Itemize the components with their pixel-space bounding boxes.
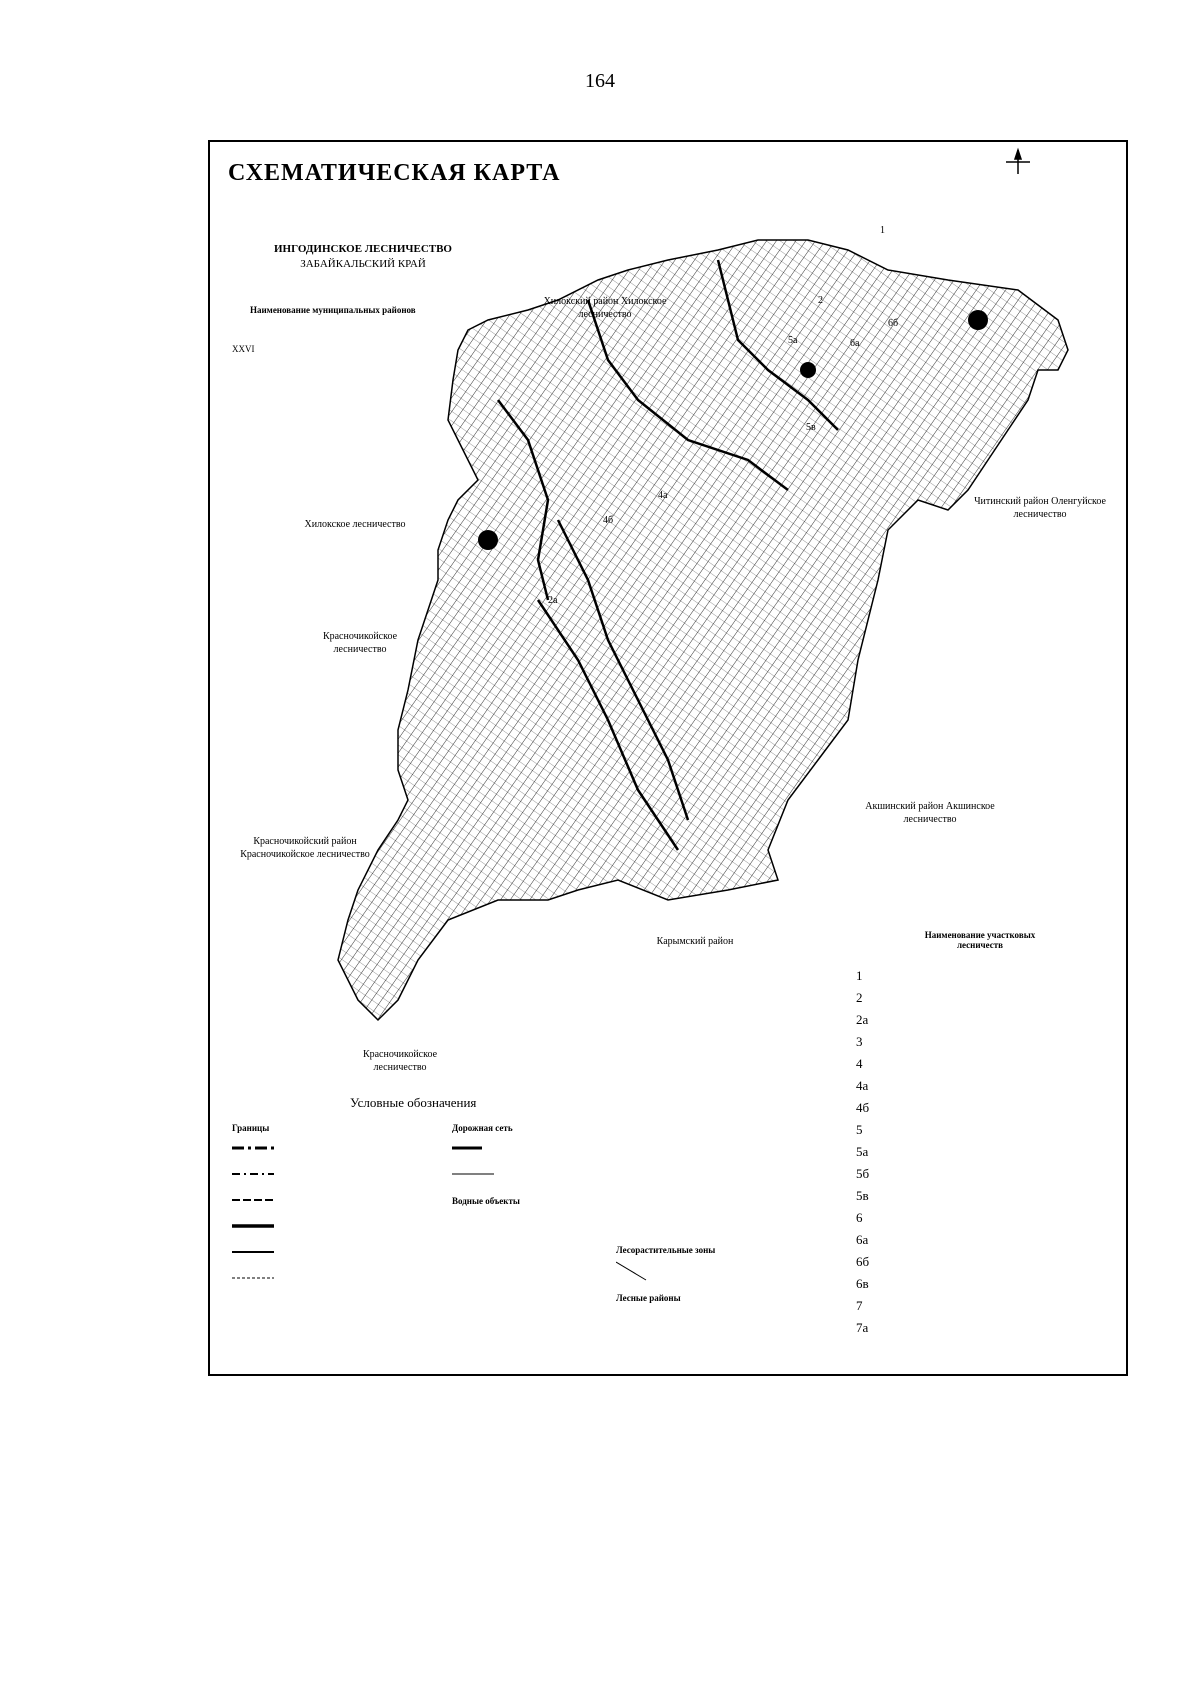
legend-boundary-lines xyxy=(232,1138,432,1298)
legend-sublocal-item xyxy=(856,1229,876,1251)
legend-zones-header: Лесорастительные зоны xyxy=(616,1245,716,1255)
zone-code: 6в xyxy=(856,1276,869,1291)
legend-sublocal-item xyxy=(856,1163,876,1185)
zone-label: 2 xyxy=(818,295,823,306)
legend-sublocal-item xyxy=(856,1119,876,1141)
zone-code: 5а xyxy=(856,1144,869,1159)
zone-code: 7 xyxy=(856,1298,863,1313)
zone-code: 4б xyxy=(856,1100,870,1115)
legend-sublocal-item xyxy=(856,1075,876,1097)
legend-road-lines xyxy=(452,1138,502,1178)
legend-sublocal-header: Наименование участковых лесничеств xyxy=(924,930,1036,950)
neighbor-southwest: Красночикойский район Красночикойское лесничество xyxy=(240,836,370,860)
neighbor-west-mid: Красночикойское лесничество xyxy=(322,631,398,655)
legend-sublocal-item xyxy=(856,1053,876,1075)
zone-labels-layer xyxy=(248,215,938,1035)
map-title: СХЕМАТИЧЕСКАЯ КАРТА xyxy=(228,160,561,186)
legend-sublocal-item xyxy=(856,1317,876,1339)
legend-sublocal-item xyxy=(856,1141,876,1163)
legend-municipal-example: XXVI xyxy=(232,344,255,354)
neighbor-west-upper: Хилокское лесничество xyxy=(304,519,406,530)
legend-sublocal-item xyxy=(856,1295,876,1317)
zone-label: 5в xyxy=(806,422,816,433)
neighbor-northwest: Хилокский район Хилокское лесничество xyxy=(543,296,667,320)
zone-code: 7а xyxy=(856,1320,869,1335)
zone-code: 6 xyxy=(856,1210,863,1225)
zone-code: 6а xyxy=(856,1232,869,1247)
zone-code: 4а xyxy=(856,1078,869,1093)
zone-label: 4б xyxy=(603,515,614,526)
legend-water-header: Водные объекты xyxy=(452,1196,520,1206)
zone-code: 1 xyxy=(856,968,863,983)
legend-forest-regions-header: Лесные районы xyxy=(616,1293,681,1303)
legend-sublocal-item xyxy=(856,1273,876,1295)
zone-label: 6б xyxy=(888,318,899,329)
zone-code: 3 xyxy=(856,1034,863,1049)
zone-code: 6б xyxy=(856,1254,870,1269)
zone-label: 1 xyxy=(880,225,885,236)
legend-sublocal-item xyxy=(856,1251,876,1273)
page-number: 164 xyxy=(585,70,615,92)
zone-code: 2а xyxy=(856,1012,869,1027)
zone-label: 6а xyxy=(850,338,860,349)
forestry-name: ИНГОДИНСКОЕ ЛЕСНИЧЕСТВО xyxy=(274,243,452,255)
zone-label: 5а xyxy=(788,335,798,346)
legend-title: Условные обозначения xyxy=(350,1095,477,1110)
zone-label: 2а xyxy=(548,595,558,606)
neighbor-east-lower: Акшинский район Акшинское лесничество xyxy=(865,801,995,825)
legend-sublocal-item xyxy=(856,1185,876,1207)
legend-boundaries-header: Границы xyxy=(232,1123,270,1133)
neighbor-south: Карымский район xyxy=(656,936,734,947)
zone-label: 4а xyxy=(658,490,668,501)
legend-roads-header: Дорожная сеть xyxy=(452,1123,513,1133)
region-name: ЗАБАЙКАЛЬСКИЙ КРАЙ xyxy=(300,258,426,270)
zone-code: 5в xyxy=(856,1188,869,1203)
legend-municipal-header: Наименование муниципальных районов xyxy=(250,305,416,315)
zone-code: 2 xyxy=(856,990,863,1005)
legend-sublocal-item xyxy=(856,1207,876,1229)
legend-zone-hatch xyxy=(616,1260,656,1284)
legend-sublocal-item xyxy=(856,1097,876,1119)
zone-code: 4 xyxy=(856,1056,863,1071)
zone-code: 5 xyxy=(856,1122,863,1137)
neighbor-east-mid: Читинский район Оленгуйское лесничество xyxy=(974,496,1106,520)
zone-code: 5б xyxy=(856,1166,870,1181)
neighbor-south-west: Красночикойское лесничество xyxy=(362,1049,438,1073)
